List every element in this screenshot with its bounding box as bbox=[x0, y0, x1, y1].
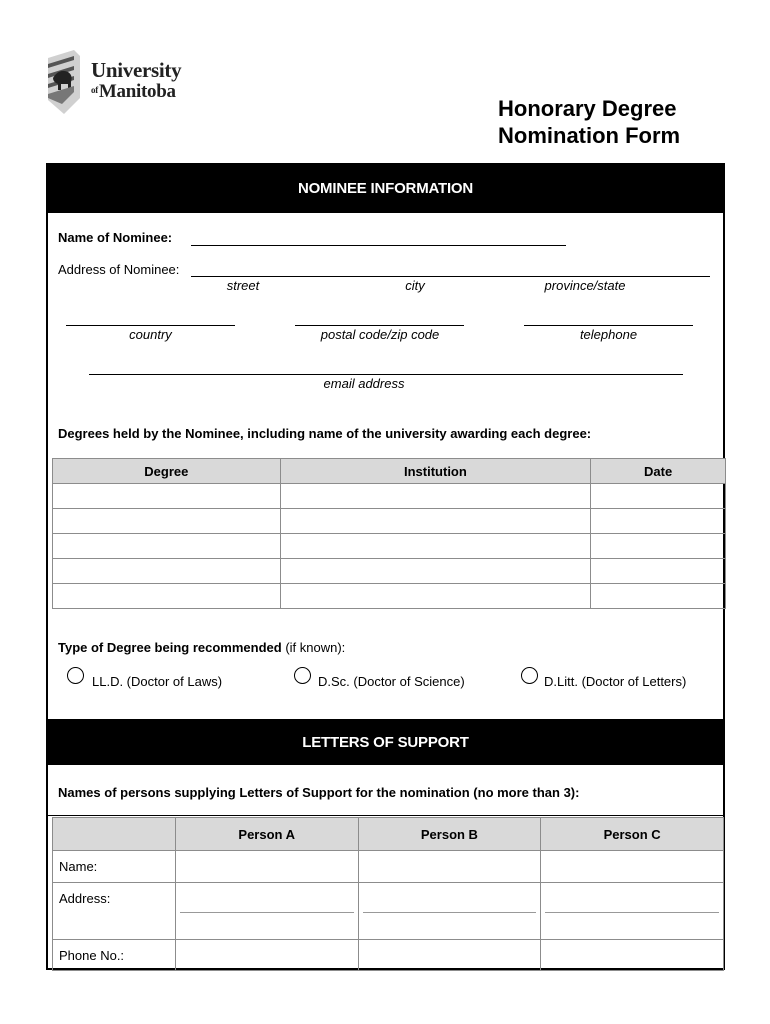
letters-of-support-heading: LETTERS OF SUPPORT bbox=[48, 721, 723, 765]
address-line-divider bbox=[363, 912, 537, 913]
telephone-field[interactable] bbox=[524, 325, 693, 326]
person-c-phone-cell[interactable] bbox=[541, 940, 724, 971]
degrees-table-header bbox=[53, 459, 726, 484]
degree-cell[interactable] bbox=[53, 509, 281, 534]
person-a-address-cell[interactable] bbox=[175, 883, 358, 940]
support-table-header bbox=[53, 818, 724, 851]
country-caption: country bbox=[129, 327, 172, 342]
telephone-caption: telephone bbox=[579, 327, 638, 342]
date-cell[interactable] bbox=[591, 484, 726, 509]
form-title-line-2: Nomination Form bbox=[498, 123, 681, 148]
province-caption: province/state bbox=[544, 278, 626, 293]
date-cell[interactable] bbox=[591, 584, 726, 609]
table-row bbox=[53, 584, 726, 609]
person-b-column-header: Person B bbox=[358, 818, 541, 851]
person-a-name-cell[interactable] bbox=[175, 851, 358, 883]
degree-cell[interactable] bbox=[53, 584, 281, 609]
dsc-option-label: D.Sc. (Doctor of Science) bbox=[318, 674, 465, 689]
form-title-line-1: Honorary Degree bbox=[498, 96, 677, 121]
nominee-information-heading: NOMINEE INFORMATION bbox=[48, 165, 723, 213]
section-divider bbox=[48, 815, 723, 816]
date-cell[interactable] bbox=[591, 534, 726, 559]
crest-icon bbox=[44, 48, 84, 116]
table-row bbox=[53, 883, 724, 940]
postal-code-caption: postal code/zip code bbox=[320, 327, 440, 342]
degree-cell[interactable] bbox=[53, 559, 281, 584]
degree-cell[interactable] bbox=[53, 534, 281, 559]
dlitt-radio[interactable] bbox=[521, 667, 538, 684]
city-caption: city bbox=[405, 278, 425, 293]
name-row-label: Name: bbox=[53, 851, 176, 883]
date-column-header: Date bbox=[591, 459, 726, 484]
address-line-divider bbox=[180, 912, 354, 913]
degree-type-label: Type of Degree being recommended (if known): bbox=[58, 640, 346, 655]
table-row bbox=[53, 484, 726, 509]
person-c-name-cell[interactable] bbox=[541, 851, 724, 883]
degrees-held-label: Degrees held by the Nominee, including name of the university awarding each degree: bbox=[58, 426, 592, 441]
phone-row-label: Phone No.: bbox=[53, 940, 176, 971]
person-b-phone-cell[interactable] bbox=[358, 940, 541, 971]
person-c-column-header: Person C bbox=[541, 818, 724, 851]
institution-cell[interactable] bbox=[280, 534, 591, 559]
person-b-name-cell[interactable] bbox=[358, 851, 541, 883]
table-row bbox=[53, 851, 724, 883]
country-field[interactable] bbox=[66, 325, 235, 326]
lld-option-label: LL.D. (Doctor of Laws) bbox=[92, 674, 223, 689]
nominee-name-label: Name of Nominee: bbox=[58, 230, 173, 245]
logo-manitoba-text: $^{of}$Manitoba bbox=[91, 81, 176, 102]
address-line-divider bbox=[545, 912, 719, 913]
form-title bbox=[498, 95, 748, 149]
institution-cell[interactable] bbox=[280, 484, 591, 509]
person-b-address-cell[interactable] bbox=[358, 883, 541, 940]
address-row-label: Address: bbox=[53, 883, 176, 940]
university-logo bbox=[44, 48, 194, 116]
institution-cell[interactable] bbox=[280, 509, 591, 534]
table-row bbox=[53, 559, 726, 584]
table-row bbox=[53, 940, 724, 971]
email-field[interactable] bbox=[89, 374, 683, 375]
date-cell[interactable] bbox=[591, 509, 726, 534]
person-a-phone-cell[interactable] bbox=[175, 940, 358, 971]
nominee-information-section bbox=[46, 163, 725, 721]
institution-column-header: Institution bbox=[280, 459, 591, 484]
dsc-radio[interactable] bbox=[294, 667, 311, 684]
row-label-column-header bbox=[53, 818, 176, 851]
table-row bbox=[53, 509, 726, 534]
support-persons-table bbox=[52, 817, 724, 971]
degree-column-header: Degree bbox=[53, 459, 281, 484]
support-instructions: Names of persons supplying Letters of Support for the nomination (no more than 3): bbox=[58, 785, 580, 800]
nominee-name-field[interactable] bbox=[191, 245, 566, 246]
logo-university-text: University bbox=[91, 58, 182, 82]
letters-of-support-section bbox=[46, 719, 725, 970]
nominee-address-field[interactable] bbox=[191, 276, 710, 277]
postal-code-field[interactable] bbox=[295, 325, 464, 326]
date-cell[interactable] bbox=[591, 559, 726, 584]
person-c-address-cell[interactable] bbox=[541, 883, 724, 940]
lld-radio[interactable] bbox=[67, 667, 84, 684]
street-caption: street bbox=[226, 278, 260, 293]
degree-cell[interactable] bbox=[53, 484, 281, 509]
institution-cell[interactable] bbox=[280, 559, 591, 584]
degrees-table bbox=[52, 458, 726, 609]
person-a-column-header: Person A bbox=[175, 818, 358, 851]
nominee-address-label: Address of Nominee: bbox=[58, 262, 180, 277]
dlitt-option-label: D.Litt. (Doctor of Letters) bbox=[544, 674, 687, 689]
email-caption: email address bbox=[323, 376, 405, 391]
institution-cell[interactable] bbox=[280, 584, 591, 609]
table-row bbox=[53, 534, 726, 559]
